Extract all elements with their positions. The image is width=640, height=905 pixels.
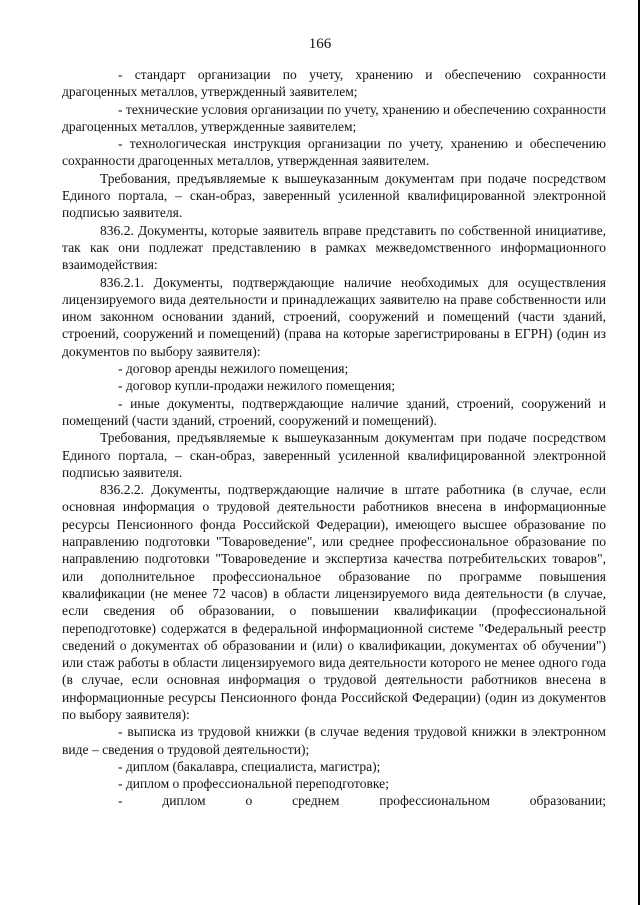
paragraph: 836.2.1. Документы, подтверждающие наличие необходимых для осуществления лицензируемого вида деятельности и принадлежащих заявителю на праве собственности или ином законном основании зданий, строений, сооружений и помещений (части зданий, строений, сооружений и помещений) (права на которые зарегистрированы в ЕГРН) (один из документов по выбору заявителя): — [62, 274, 606, 359]
page-number: 166 — [308, 36, 332, 52]
paragraph: - договор купли-продажи нежилого помещения; — [118, 378, 396, 394]
paragraph: 836.2.2. Документы, подтверждающие наличие в штате работника (в случае, если основная информация о трудовой деятельности работников внесена в информационные ресурсы Пенсионного фонда Российской Федерации), имеющего высшее образование по направлению подготовки "Товароведение", или среднее профессиональное образование по направлению подготовки "Товароведение и экспертиза качества потребительских товаров", или дополнительное профессиональное образование по программе повышения квалификации (не менее 72 часов) в области лицензируемого вида деятельности (в случае, если сведения об образовании, о повышении квалификации (профессиональной переподготовке) содержатся в федеральной информационной системе "Федеральный реестр сведений о документах об образовании и (или) о квалификации, документах об обучении") или стаж работы в области лицензируемого вида деятельности которого не менее одного года (в случае, если основная информация о трудовой деятельности работников внесена в информационные ресурсы Пенсионного фонда Российской Федерации) (один из документов по выбору заявителя): — [62, 482, 606, 722]
paragraph: - иные документы, подтверждающие наличие зданий, строений, сооружений и помещений (части зданий, строений, сооружений и помещений). — [62, 395, 606, 428]
paragraph: - технологическая инструкция организации по учету, хранению и обеспечению сохранности драгоценных металлов, утвержденная заявителем. — [62, 136, 606, 169]
paragraph: 836.2. Документы, которые заявитель вправе представить по собственной инициативе, так как они подлежат представлению в рамках межведомственного информационного взаимодействия: — [62, 222, 606, 273]
paragraph: - выписка из трудовой книжки (в случае ведения трудовой книжки в электронном виде – сведения о трудовой деятельности); — [62, 724, 606, 757]
paragraph: - технические условия организации по учету, хранению и обеспечению сохранности драгоценных металлов, утвержденные заявителем; — [62, 101, 606, 134]
paragraph: Требования, предъявляемые к вышеуказанным документам при подаче посредством Единого портала, – скан-образ, заверенный усиленной квалифицированной электронной подписью заявителя. — [62, 430, 606, 480]
paragraph: - диплом (бакалавра, специалиста, магистра); — [118, 758, 381, 774]
paragraph: - диплом о профессиональной переподготовке; — [118, 776, 389, 792]
document-body — [62, 66, 606, 810]
paragraph: - договор аренды нежилого помещения; — [118, 361, 349, 377]
paragraph: - диплом о среднем профессиональном образовании; — [118, 793, 606, 809]
paragraph: Требования, предъявляемые к вышеуказанным документам при подаче посредством Единого портала, – скан-образ, заверенный усиленной квалифицированной электронной подписью заявителя. — [62, 170, 606, 221]
paragraph: - стандарт организации по учету, хранению и обеспечению сохранности драгоценных металлов, утвержденный заявителем; — [62, 67, 606, 100]
